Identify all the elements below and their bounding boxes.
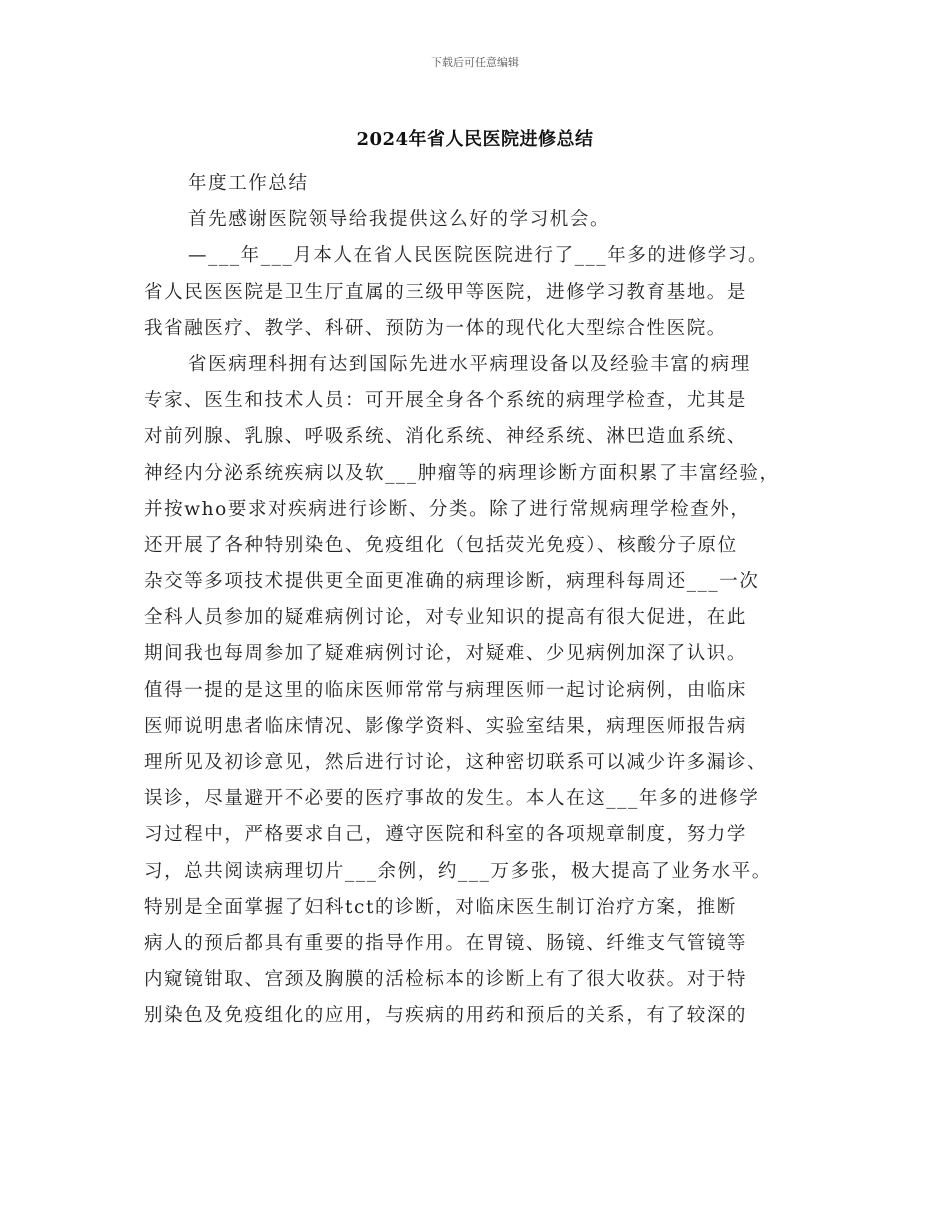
paragraph-line: 理所见及初诊意见，然后进行讨论，这种密切联系可以减少许多漏诊、 bbox=[144, 752, 768, 773]
paragraph-line: 神经内分泌系统疾病以及软___肿瘤等的病理诊断方面积累了丰富经验， bbox=[144, 462, 780, 484]
paragraph-line: 别染色及免疫组化的应用，与疾病的用药和预后的关系，有了较深的 bbox=[144, 1005, 748, 1027]
paragraph-line: 省医病理科拥有达到国际先进水平病理设备以及经验丰富的病理 bbox=[188, 353, 751, 375]
paragraph-line: 我省融医疗、教学、科研、预防为一体的现代化大型综合性医院。 bbox=[144, 317, 727, 339]
paragraph-line: 对前列腺、乳腺、呼吸系统、消化系统、神经系统、淋巴造血系统、 bbox=[144, 426, 748, 448]
paragraph-line: 杂交等多项技术提供更全面更准确的病理诊断，病理科每周还___一次 bbox=[144, 571, 760, 593]
paragraph-line: 误诊，尽量避开不必要的医疗事故的发生。本人在这___年多的进修学 bbox=[144, 788, 760, 810]
paragraph-line: 特别是全面掌握了妇科tct的诊断，对临床医生制订治疗方案，推断 bbox=[144, 896, 737, 918]
paragraph-line: 习过程中，严格要求自己，遵守医院和科室的各项规章制度，努力学 bbox=[144, 824, 748, 846]
paragraph-line: 内窥镜钳取、宫颈及胸膜的活检标本的诊断上有了很大收获。对于特 bbox=[144, 969, 748, 991]
paragraph-line: 并按who要求对疾病进行诊断、分类。除了进行常规病理学检查外， bbox=[144, 498, 751, 520]
paragraph-line: 省人民医医院是卫生厅直属的三级甲等医院，进修学习教育基地。是 bbox=[144, 281, 748, 303]
paragraph-line: 值得一提的是这里的临床医师常常与病理医师一起讨论病例，由临床 bbox=[144, 679, 748, 701]
paragraph-line: 还开展了各种特别染色、免疫组化（包括荧光免疫）、核酸分子原位 bbox=[144, 534, 738, 556]
paragraph-line: 全科人员参加的疑难病例讨论，对专业知识的提高有很大促进，在此 bbox=[144, 607, 748, 629]
document-body bbox=[144, 166, 824, 1035]
paragraph-line: 病人的预后都具有重要的指导作用。在胃镜、肠镜、纤维支气管镜等 bbox=[144, 932, 748, 954]
paragraph-line: 期间我也每周参加了疑难病例讨论，对疑难、少见病例加深了认识。 bbox=[144, 643, 748, 665]
paragraph-line: 医师说明患者临床情况、影像学资料、实验室结果，病理医师报告病 bbox=[144, 715, 748, 737]
paragraph-line: 年度工作总结 bbox=[188, 173, 309, 194]
paragraph-line: —___年___月本人在省人民医院医院进行了___年多的进修学习。 bbox=[188, 245, 769, 267]
document-title: 2024年省人民医院进修总结 bbox=[356, 129, 594, 150]
paragraph-line: 首先感谢医院领导给我提供这么好的学习机会。 bbox=[188, 209, 611, 231]
paragraph-line: 专家、医生和技术人员：可开展全身各个系统的病理学检查，尤其是 bbox=[144, 390, 748, 412]
paragraph-line: 习，总共阅读病理切片___余例，约___万多张，极大提高了业务水平。 bbox=[144, 860, 772, 882]
page-header-note: 下载后可任意编辑 bbox=[431, 56, 519, 69]
